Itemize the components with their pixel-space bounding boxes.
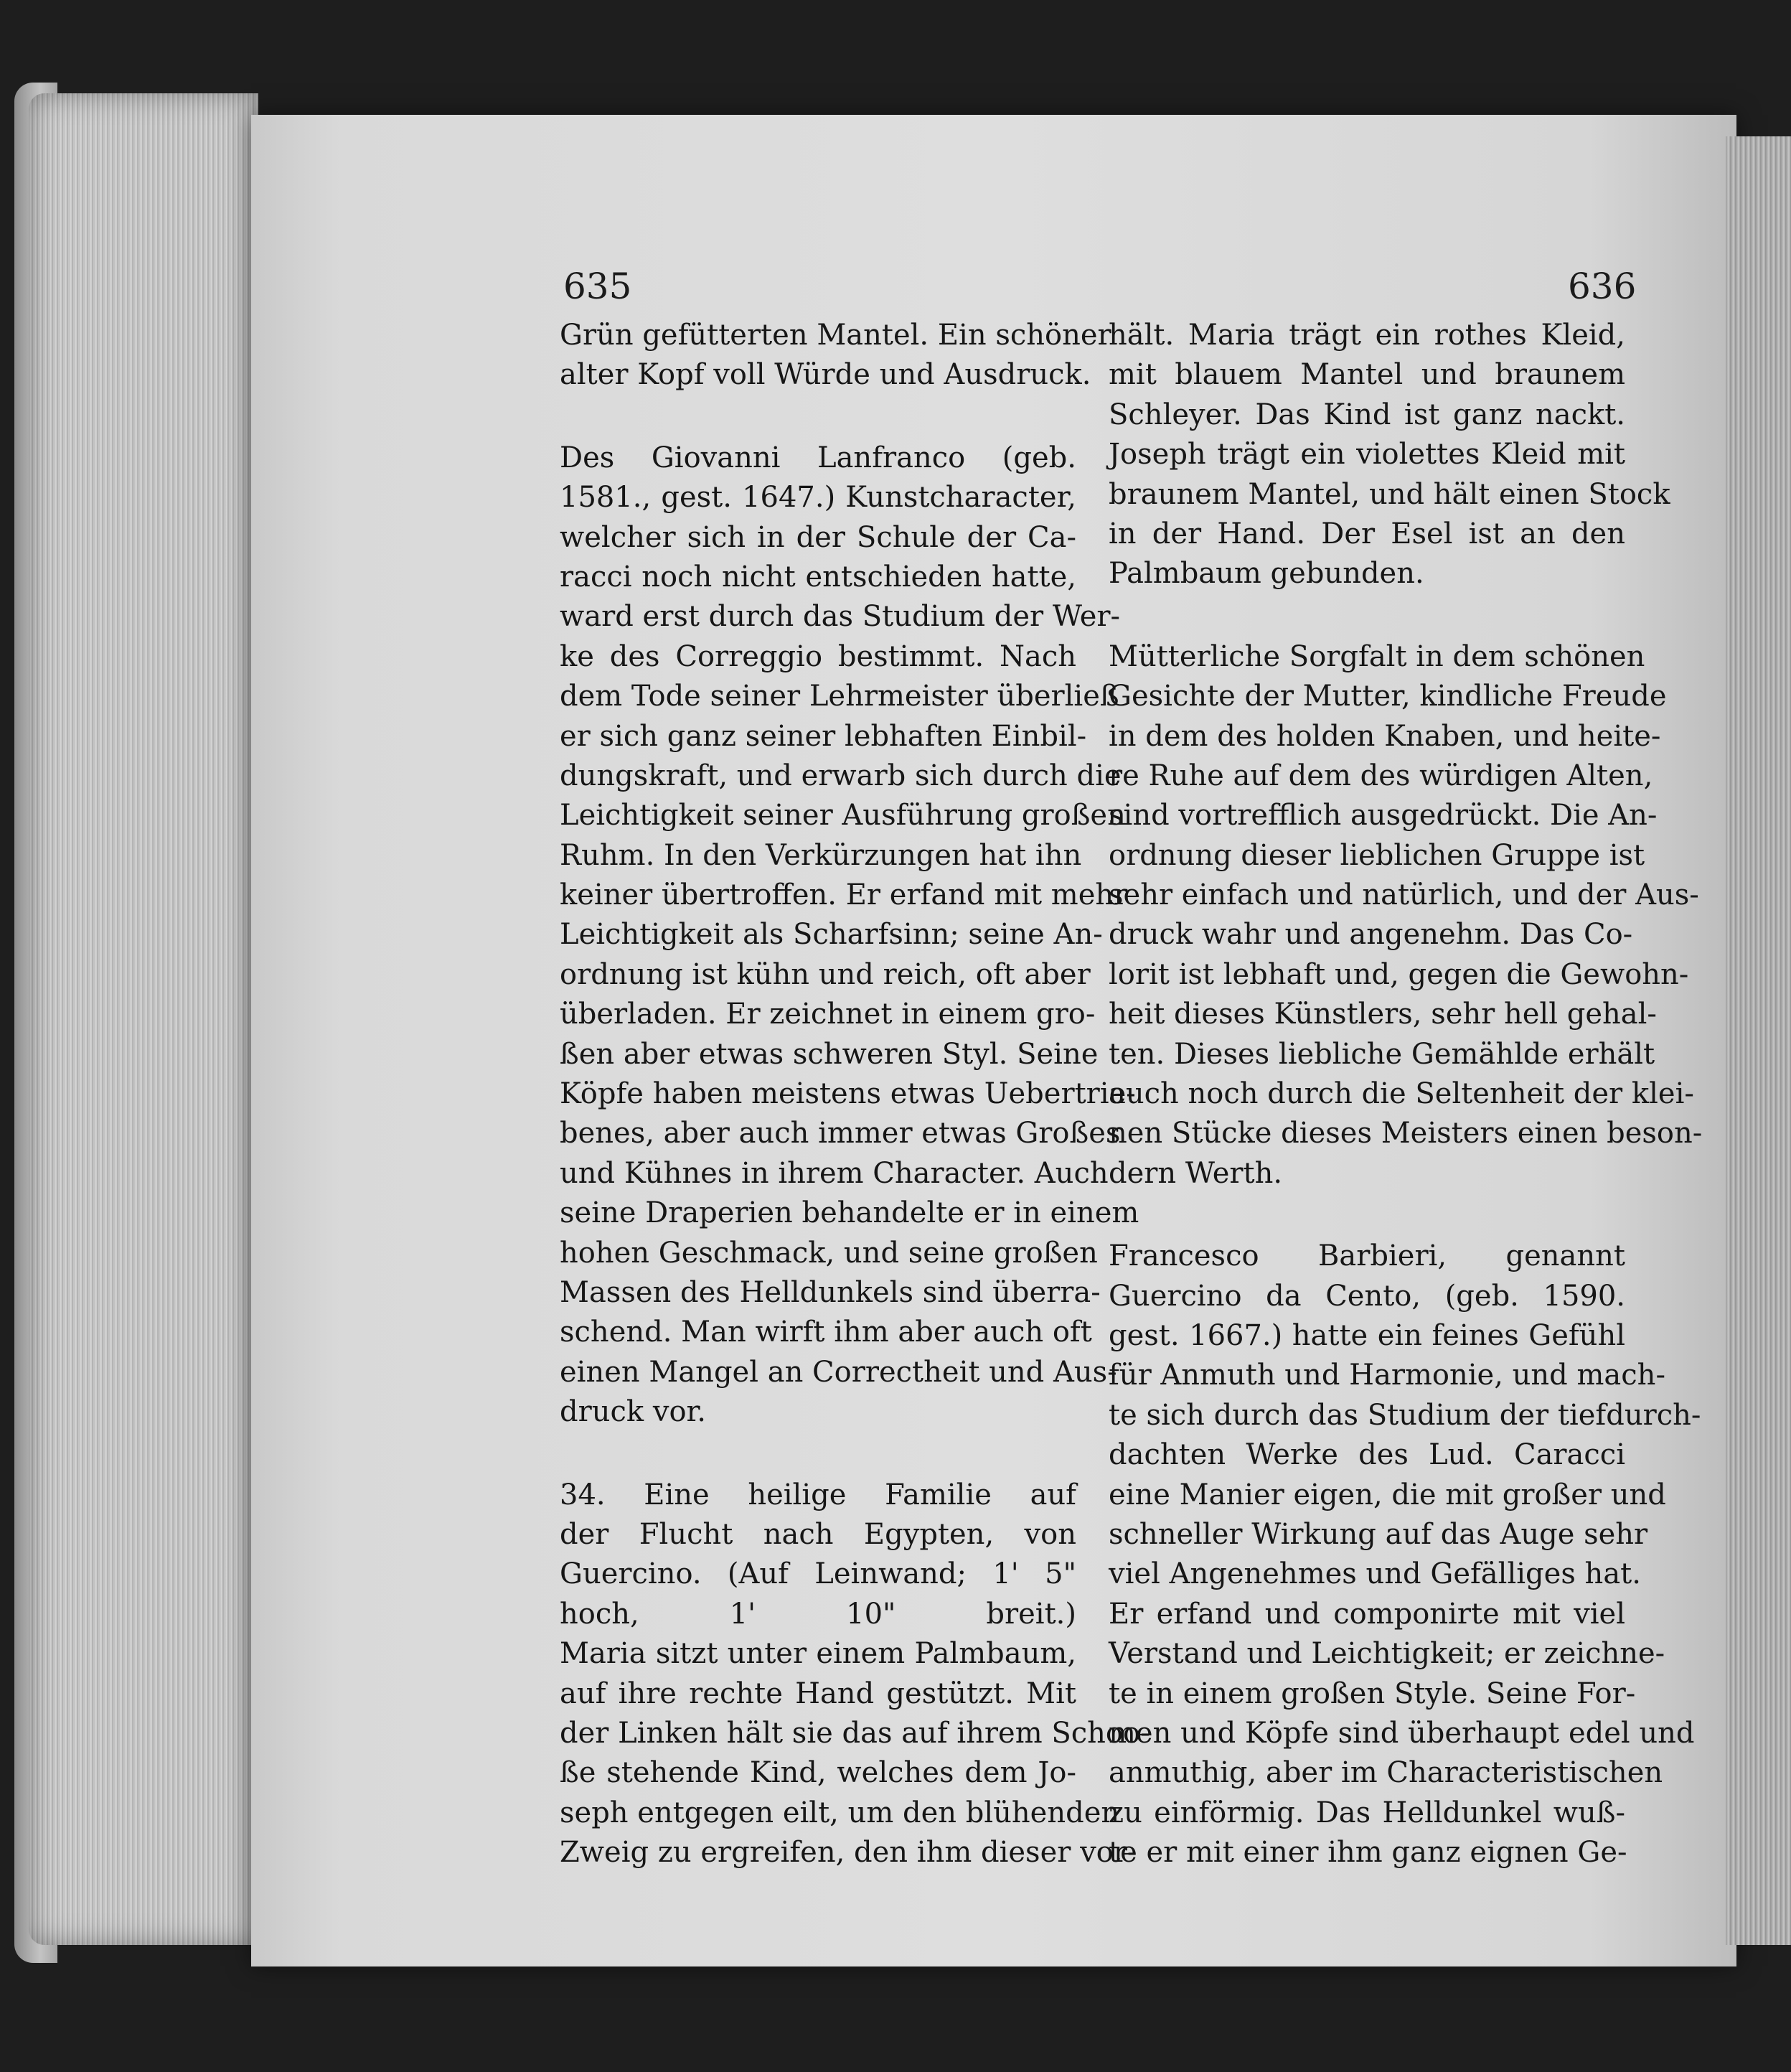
text-line: mit blauem Mantel und braunem [1109,358,1625,392]
text-line: Joseph trägt ein violettes Kleid mit [1109,438,1625,472]
text-line: er sich ganz seiner lebhaften Einbil- [560,719,1087,753]
paragraph-gap [560,395,1076,439]
page-block-edge [29,93,258,1945]
text-line: seine Draperien behandelte er in einem [560,1196,1139,1230]
text-line: Massen des Helldunkels sind überra- [560,1275,1101,1309]
text-line: 34. Eine heilige Familie auf [560,1478,1076,1511]
text-line: 1581., gest. 1647.) Kunstcharacter, [560,481,1076,515]
text-line: auch noch durch die Seltenheit der klei- [1109,1077,1694,1111]
text-line: gest. 1667.) hatte ein feines Gefühl [1109,1318,1625,1352]
text-column-left [560,316,1150,1872]
text-line: lorit ist lebhaft und, gegen die Gewohn- [1109,957,1689,991]
text-line: ward erst durch das Studium der Wer- [560,600,1121,634]
text-line: dungskraft, und erwarb sich durch die [560,759,1122,792]
text-line: braunem Mantel, und hält einen Stock [1109,477,1670,511]
text-line: ßen aber etwas schweren Styl. Seine [560,1037,1099,1071]
text-line: sind vortrefflich ausgedrückt. Die An- [1109,799,1658,833]
text-line: hohen Geschmack, und seine großen [560,1236,1098,1270]
text-line: men und Köpfe sind überhaupt edel und [1109,1716,1695,1750]
text-line: te sich durch das Studium der tiefdurch- [1109,1398,1701,1432]
text-line: nen Stücke dieses Meisters einen beson- [1109,1117,1703,1150]
text-line: Mütterliche Sorgfalt in dem schönen [1109,639,1645,673]
text-line: ße stehende Kind, welches dem Jo- [560,1756,1076,1790]
text-line: schneller Wirkung auf das Auge sehr [1109,1517,1648,1551]
text-line: dern Werth. [1109,1156,1283,1190]
text-line: alter Kopf voll Würde und Ausdruck. [560,358,1091,392]
text-line: hoch, 1' 10" breit.) [560,1597,1076,1631]
text-line: und Kühnes in ihrem Character. Auch [560,1156,1109,1190]
text-line: druck wahr und angenehm. Das Co- [1109,918,1633,952]
text-line: der Linken hält sie das auf ihrem Schoo- [560,1716,1150,1750]
text-line: ordnung dieser lieblichen Gruppe ist [1109,838,1645,872]
text-line: ke des Correggio bestimmt. Nach [560,639,1076,673]
text-line: Guercino da Cento, (geb. 1590. [1109,1279,1625,1313]
text-line: dachten Werke des Lud. Caracci [1109,1438,1625,1472]
text-line: keiner übertroffen. Er erfand mit mehr [560,878,1128,912]
text-line: druck vor. [560,1395,706,1429]
page-number-left: 635 [563,266,632,307]
text-line: benes, aber auch immer etwas Großes [560,1117,1121,1150]
text-line: einen Mangel an Correctheit und Aus- [560,1355,1117,1389]
text-line: viel Angenehmes und Gefälliges hat. [1109,1557,1641,1591]
text-line: heit dieses Künstlers, sehr hell gehal- [1109,998,1657,1031]
text-line: Köpfe haben meistens etwas Uebertrie- [560,1077,1136,1111]
text-line: Schleyer. Das Kind ist ganz nackt. [1109,398,1625,431]
text-line: ten. Dieses liebliche Gemählde erhält [1109,1037,1655,1071]
text-line: Verstand und Leichtigkeit; er zeichne- [1109,1637,1665,1671]
text-line: Leichtigkeit als Scharfsinn; seine An- [560,918,1103,952]
text-line: te in einem großen Style. Seine For- [1109,1677,1636,1710]
text-line: Guercino. (Auf Leinwand; 1' 5" [560,1557,1076,1591]
text-line: dem Tode seiner Lehrmeister überließ [560,680,1119,713]
text-line: für Anmuth und Harmonie, und mach- [1109,1359,1665,1392]
right-page-edges [1726,136,1791,1945]
text-line: te er mit einer ihm ganz eignen Ge- [1109,1836,1627,1870]
text-line: schend. Man wirft ihm aber auch oft [560,1316,1092,1349]
paragraph-gap [1109,1194,1625,1237]
text-line: hält. Maria trägt ein rothes Kleid, [1109,319,1625,352]
text-line: Er erfand und componirte mit viel [1109,1597,1625,1631]
paragraph-gap [560,1433,1076,1476]
text-line: eine Manier eigen, die mit großer und [1109,1478,1666,1511]
text-line: Grün gefütterten Mantel. Ein schöner [560,319,1111,352]
text-line: welcher sich in der Schule der Ca- [560,520,1076,554]
text-line: seph entgegen eilt, um den blühenden [560,1796,1120,1829]
text-line: racci noch nicht entschieden hatte, [560,560,1076,594]
text-line: in dem des holden Knaben, und heite- [1109,719,1661,753]
text-line: Palmbaum gebunden. [1109,557,1424,591]
paragraph-gap [1109,594,1625,637]
text-line: auf ihre rechte Hand gestützt. Mit [560,1677,1076,1710]
text-line: Leichtigkeit seiner Ausführung großen [560,799,1126,833]
text-line: Zweig zu ergreifen, den ihm dieser vor- [560,1836,1137,1870]
page-number-right: 636 [1568,266,1637,307]
text-line: Ruhm. In den Verkürzungen hat ihn [560,838,1082,872]
text-line: Gesichte der Mutter, kindliche Freude [1109,680,1667,713]
text-line: in der Hand. Der Esel ist an den [1109,517,1625,550]
text-line: anmuthig, aber im Characteristischen [1109,1756,1663,1790]
text-line: der Flucht nach Egypten, von [560,1517,1076,1551]
text-line: zu einförmig. Das Helldunkel wuß- [1109,1796,1625,1829]
text-line: re Ruhe auf dem des würdigen Alten, [1109,759,1653,792]
text-column-right [1109,316,1703,1872]
text-line: Maria sitzt unter einem Palmbaum, [560,1637,1076,1671]
text-line: sehr einfach und natürlich, und der Aus- [1109,878,1699,912]
text-line: ordnung ist kühn und reich, oft aber [560,957,1091,991]
text-line: überladen. Er zeichnet in einem gro- [560,998,1096,1031]
text-line: Des Giovanni Lanfranco (geb. [560,441,1076,474]
text-line: Francesco Barbieri, genannt [1109,1239,1625,1273]
